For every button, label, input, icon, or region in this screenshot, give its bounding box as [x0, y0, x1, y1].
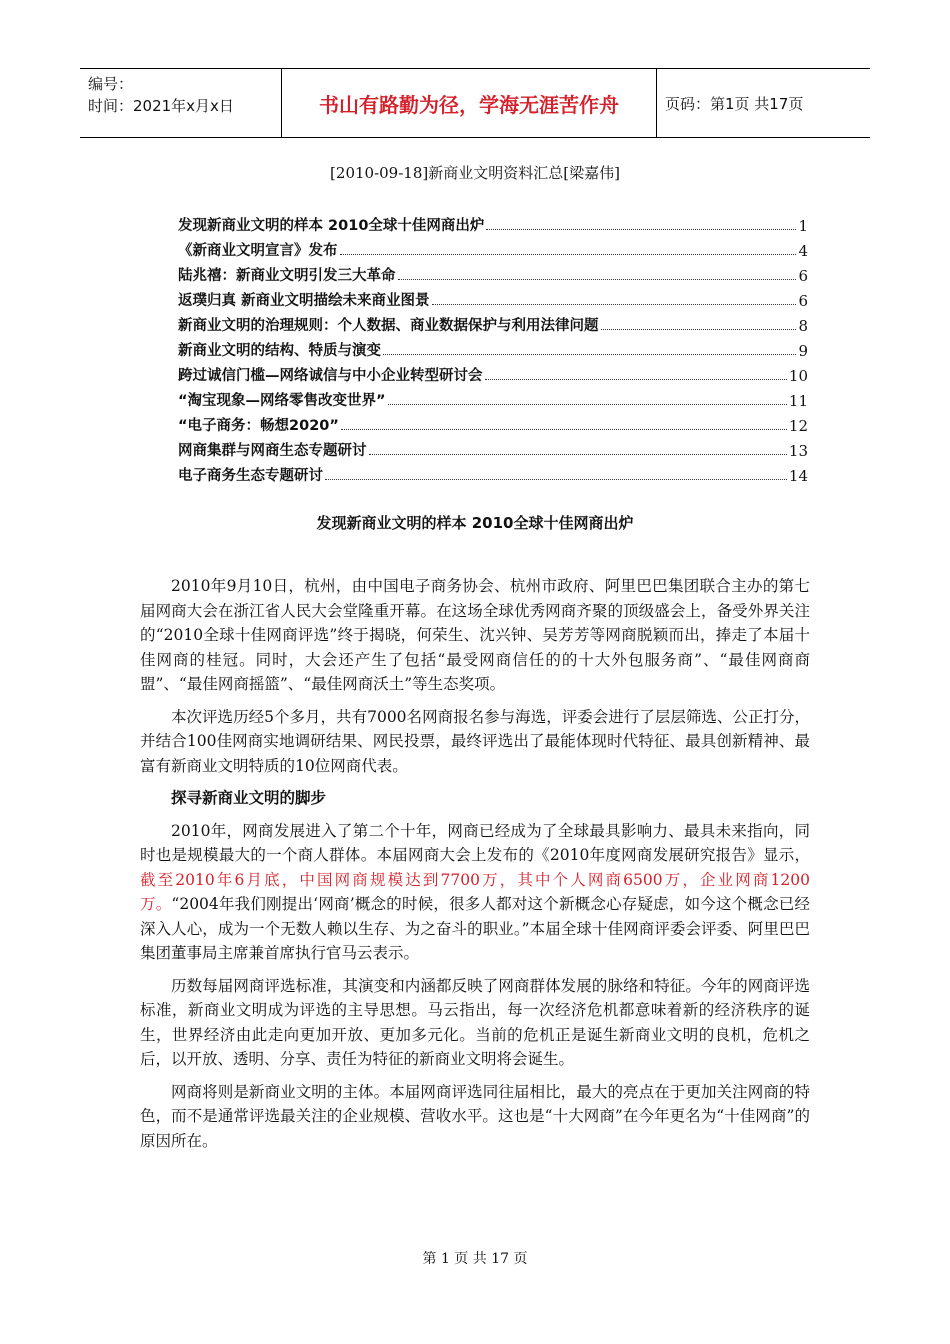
- toc-page: 6: [798, 267, 808, 285]
- toc-page: 6: [798, 292, 808, 310]
- toc-page: 10: [788, 367, 808, 385]
- toc-entry[interactable]: [178, 235, 808, 260]
- toc-entry[interactable]: [178, 210, 808, 235]
- article-body: [140, 574, 810, 1161]
- toc-entry[interactable]: [178, 410, 808, 435]
- paragraph: 历数每届网商评选标准，其演变和内涵都反映了网商群体发展的脉络和特征。今年的网商评选标准，新商业文明成为评选的主导思想。马云指出，每一次经济危机都意味着新的经济秩序的诞生，世界经济由此走向更加开放、更加多元化。当前的危机正是诞生新商业文明的良机，危机之后，以开放、透明、分享、责任为特征的新商业文明将会诞生。: [140, 976, 810, 1068]
- toc-title: 发现新商业文明的样本 2010全球十佳网商出炉: [178, 218, 485, 234]
- toc-leader: [432, 304, 797, 305]
- toc-page: 4: [798, 242, 808, 260]
- number-label: 编号：: [88, 75, 134, 93]
- paragraph: 网商将则是新商业文明的主体。本届网商评选同往届相比，最大的亮点在于更加关注网商的特色，而不是通常评选最关注的企业规模、营收水平。这也是“十大网商”在今年更名为“十佳网商”的原因所在。: [140, 1082, 810, 1150]
- toc-page: 13: [788, 442, 808, 460]
- toc-title: 网商集群与网商生态专题研讨: [178, 443, 367, 459]
- toc-title: 陆兆禧：新商业文明引发三大革命: [178, 268, 396, 284]
- toc-leader: [485, 379, 787, 380]
- toc-leader: [398, 279, 797, 280]
- toc-leader: [341, 429, 787, 430]
- document-title: [2010-09-18]新商业文明资料汇总[梁嘉伟]: [330, 164, 620, 182]
- toc-entry[interactable]: [178, 385, 808, 410]
- header-motto: 书山有路勤为径，学海无涯苦作舟: [282, 69, 657, 137]
- header-meta: [80, 69, 282, 137]
- toc-title: 电子商务生态专题研讨: [178, 468, 323, 484]
- paragraph: [140, 819, 810, 966]
- toc-entry[interactable]: [178, 335, 808, 360]
- toc-entry[interactable]: [178, 460, 808, 485]
- toc-leader: [601, 329, 797, 330]
- toc-title: 新商业文明的治理规则：个人数据、商业数据保护与利用法律问题: [178, 318, 599, 334]
- toc-leader: [388, 404, 787, 405]
- paragraph-text: 2010年，网商发展进入了第二个十年，网商已经成为了全球最具影响力、最具未来指向，同时也是规模最大的一个商人群体。本届网商大会上发布的《2010年度网商发展研究报告》显示，: [140, 821, 810, 864]
- toc-entry[interactable]: [178, 260, 808, 285]
- paragraph: 2010年9月10日，杭州，由中国电子商务协会、杭州市政府、阿里巴巴集团联合主办的第七届网商大会在浙江省人民大会堂隆重开幕。在这场全球优秀网商齐聚的顶级盛会上，备受外界关注的“2010全球十佳网商评选”终于揭晓，何荣生、沈兴钟、吴芳芳等网商脱颖而出，捧走了本届十佳网商的桂冠。同时，大会还产生了包括“最受网商信任的的十大外包服务商”、“最佳网商商盟”、“最佳网商摇篮”、“最佳网商沃土”等生态奖项。: [140, 577, 810, 693]
- toc-title: 《新商业文明宣言》发布: [178, 243, 338, 259]
- toc-leader: [325, 479, 787, 480]
- toc-title: 返璞归真 新商业文明描绘未来商业图景: [178, 293, 430, 309]
- highlighted-text: 截至2010年6月底，中国网商规模达到7700万，其中个人网商6500万，企业网商1200万。: [140, 870, 810, 913]
- toc-entry[interactable]: [178, 435, 808, 460]
- toc-page: 12: [788, 417, 808, 435]
- page-footer: 第 1 页 共 17 页: [422, 1251, 528, 1267]
- toc-entry[interactable]: [178, 285, 808, 310]
- header-page-info: 页码：第1页 共17页: [665, 94, 804, 113]
- toc-title: 新商业文明的结构、特质与演变: [178, 343, 381, 359]
- toc-title: “淘宝现象—网络零售改变世界”: [178, 393, 386, 409]
- toc-entry[interactable]: [178, 360, 808, 385]
- toc-leader: [383, 354, 796, 355]
- section-title: 发现新商业文明的样本 2010全球十佳网商出炉: [316, 514, 634, 532]
- toc-page: 14: [788, 467, 808, 485]
- toc-page: 8: [798, 317, 808, 335]
- toc-entry[interactable]: [178, 310, 808, 335]
- toc-leader: [369, 454, 787, 455]
- toc-leader: [340, 254, 797, 255]
- header-table: [80, 68, 870, 138]
- toc-page: 9: [798, 342, 808, 360]
- toc-title: “电子商务：畅想2020”: [178, 418, 339, 434]
- toc-page: 11: [788, 392, 808, 410]
- paragraph-text: “2004年我们刚提出‘网商’概念的时候，很多人都对这个新概念心存疑虑，如今这个概念已经深入人心，成为一个无数人赖以生存、为之奋斗的职业。”本届全球十佳网商评委会评委、阿里巴巴集团董事局主席兼首席执行官马云表示。: [140, 895, 810, 962]
- table-of-contents: [178, 210, 808, 485]
- toc-leader: [486, 229, 796, 230]
- paragraph: 本次评选历经5个多月，共有7000名网商报名参与海选，评委会进行了层层筛选、公正打分，并结合100佳网商实地调研结果、网民投票，最终评选出了最能体现时代特征、最具创新精神、最富有新商业文明特质的10位网商代表。: [140, 707, 810, 775]
- toc-title: 跨过诚信门槛—网络诚信与中小企业转型研讨会: [178, 368, 483, 384]
- time-label: 时间：2021年x月x日: [88, 97, 234, 115]
- toc-page: 1: [798, 217, 808, 235]
- subheading: 探寻新商业文明的脚步: [171, 789, 327, 807]
